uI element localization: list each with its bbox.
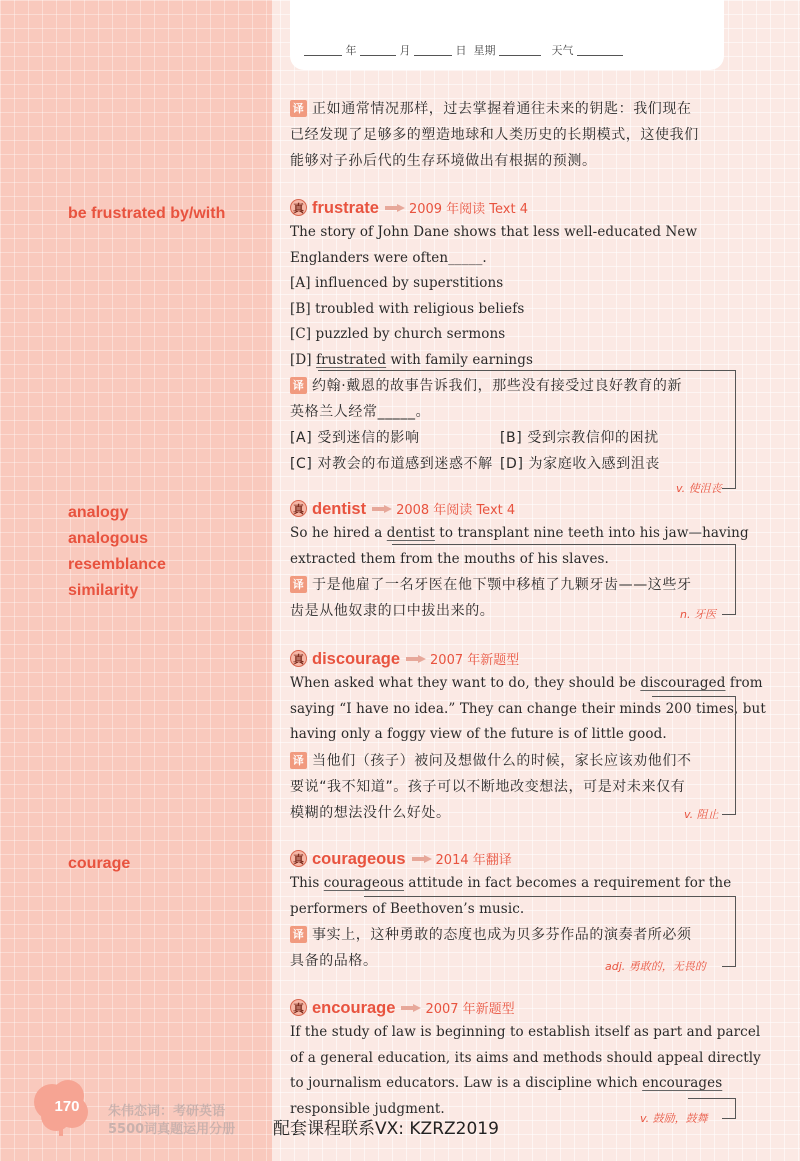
gloss: n. 牙医	[680, 608, 716, 621]
sidebar-word: resemblance	[68, 556, 166, 573]
question-line: Englanders were often_____.	[290, 249, 487, 266]
gloss-bracket	[318, 370, 736, 488]
translation-line: 英格兰人经常_____。	[290, 404, 431, 420]
gloss: v. 使沮丧	[676, 482, 722, 495]
exam-badge: 真	[290, 650, 307, 667]
entry-header	[290, 196, 730, 220]
option-line: [B] troubled with religious beliefs	[290, 300, 525, 317]
sidebar-related-words-frustrate	[68, 201, 225, 227]
translation-line: 具备的品格。	[290, 953, 378, 969]
exam-badge: 真	[290, 850, 307, 867]
translation-line: 译 正如通常情况那样，过去掌握着通往未来的钥匙：我们现在	[290, 96, 730, 122]
exam-badge: 真	[290, 199, 307, 216]
month-label: 月	[399, 44, 411, 57]
translation-badge: 译	[290, 926, 307, 943]
translation-line: 译 约翰·戴恩的故事告诉我们，那些没有接受过良好教育的新	[290, 373, 730, 399]
entry-header	[290, 996, 730, 1020]
arrow-icon	[385, 204, 405, 212]
gloss: adj. 勇敢的，无畏的	[605, 960, 706, 973]
headword: discourage	[312, 650, 401, 668]
example-line: saying “I have no idea.” They can change their minds 200 times, but	[290, 700, 766, 717]
exam-source: 2007 年新题型	[425, 1002, 515, 1017]
book-title-line: 5500词真题运用分册	[108, 1122, 236, 1137]
translation-line: 译 于是他雇了一名牙医在他下颚中移植了九颗牙齿——这些牙	[290, 572, 730, 598]
intro-translation	[290, 96, 730, 174]
gloss-tail	[722, 814, 736, 815]
zh-option: [A] 受到迷信的影响	[290, 430, 420, 446]
entry-encourage	[290, 996, 761, 1122]
translation-line: 已经发现了足够多的塑造地球和人类历史的长期模式，这使我们	[290, 127, 699, 143]
zh-option: [C] 对教会的布道感到迷惑不解	[290, 456, 493, 472]
translation-line: 要说“我不知道”。孩子可以不断地改变想法，可是对未来仅有	[290, 778, 686, 795]
gloss: v. 阻止	[684, 808, 719, 821]
translation-line: 模糊的想法没什么好处。	[290, 804, 451, 821]
gloss: v. 鼓励，鼓舞	[640, 1112, 708, 1125]
arrow-icon	[412, 855, 432, 863]
example-line: of a general education, its aims and methods should appeal directly	[290, 1049, 761, 1066]
translation-line: 译 当他们（孩子）被问及想做什么的时候，家长应该劝他们不	[290, 748, 730, 774]
gloss-tail	[722, 1118, 736, 1119]
sidebar-word: be frustrated by/with	[68, 205, 226, 222]
headword: dentist	[312, 500, 367, 518]
arrow-icon	[372, 505, 392, 513]
entry-header	[290, 497, 730, 521]
question-line: The story of John Dane shows that less well-educated New	[290, 224, 698, 240]
option-line: [D] frustrated with family earnings	[290, 351, 533, 368]
example-line: to journalism educators. Law is a discipline which encourages	[290, 1075, 723, 1091]
example-line: extracted them from the mouths of his slaves.	[290, 550, 609, 567]
gloss-tail	[722, 488, 736, 489]
translation-line: 齿是从他奴隶的口中拔出来的。	[290, 603, 495, 619]
gloss-bracket	[392, 544, 736, 614]
exam-source: 2014 年翻译	[435, 853, 512, 868]
keyword: dentist	[386, 525, 435, 541]
translation-badge: 译	[290, 752, 307, 769]
page-number: 170	[54, 1098, 80, 1115]
headword: courageous	[312, 850, 406, 868]
exam-source: 2007 年新题型	[430, 653, 520, 668]
exam-source: 2009 年阅读 Text 4	[408, 202, 528, 217]
keyword: discouraged	[640, 675, 726, 691]
example-line: responsible judgment.	[290, 1100, 445, 1117]
keyword: frustrated	[316, 351, 387, 368]
gloss-bracket	[364, 896, 736, 966]
gloss-tail	[722, 614, 736, 615]
example-line: having only a foggy view of the future is of little good.	[290, 726, 667, 742]
option-line: [C] puzzled by church sermons	[290, 326, 506, 342]
translation-line: 能够对子孙后代的生存环境做出有根据的预测。	[290, 153, 597, 169]
gloss-tail	[722, 966, 736, 967]
example-line: performers of Beethoven’s music.	[290, 900, 525, 917]
headword: frustrate	[312, 199, 379, 217]
entry-header	[290, 847, 730, 871]
sidebar-related-words-dentist	[68, 500, 166, 604]
weather-label: 天气	[551, 44, 574, 57]
gloss-bracket	[652, 696, 736, 814]
exam-badge: 真	[290, 999, 307, 1016]
day-label: 日	[455, 44, 467, 57]
year-label: 年	[345, 44, 357, 57]
weekday-label: 星期	[473, 44, 496, 57]
arrow-icon	[406, 655, 426, 663]
book-title-line: 朱伟恋词：考研英语	[108, 1104, 226, 1119]
date-weather-box	[290, 0, 724, 70]
keyword: encourages	[642, 1075, 723, 1091]
sidebar-word: courage	[68, 855, 131, 872]
sidebar-word: similarity	[68, 582, 139, 599]
headword: encourage	[312, 999, 396, 1017]
zh-option: [D] 为家庭收入感到沮丧	[500, 456, 660, 472]
exam-source: 2008 年阅读 Text 4	[396, 503, 516, 518]
translation-line: 译 事实上，这种勇敢的态度也成为贝多芬作品的演奏者所必须	[290, 922, 730, 948]
watermark-text: 配套课程联系VX: KZRZ2019	[273, 1119, 499, 1139]
example-line: So he hired a dentist to transplant nine teeth into his jaw—having	[290, 525, 749, 541]
sidebar-related-words-courage	[68, 851, 130, 877]
date-weather-line	[304, 42, 623, 58]
example-line: This courageous attitude in fact becomes a requirement for the	[290, 875, 732, 891]
sidebar-word: analogous	[68, 530, 149, 547]
translation-badge: 译	[290, 576, 307, 593]
arrow-icon	[401, 1004, 421, 1012]
translation-badge: 译	[290, 100, 307, 117]
translation-badge: 译	[290, 377, 307, 394]
exam-badge: 真	[290, 500, 307, 517]
sidebar-word: analogy	[68, 504, 129, 521]
book-title	[108, 1103, 258, 1139]
example-line: When asked what they want to do, they should be discouraged from	[290, 675, 763, 691]
keyword: courageous	[323, 875, 405, 891]
example-line: If the study of law is beginning to establish itself as part and parcel	[290, 1024, 761, 1040]
entry-header	[290, 647, 730, 671]
option-line: [A] influenced by superstitions	[290, 275, 504, 291]
zh-option: [B] 受到宗教信仰的困扰	[500, 430, 659, 446]
